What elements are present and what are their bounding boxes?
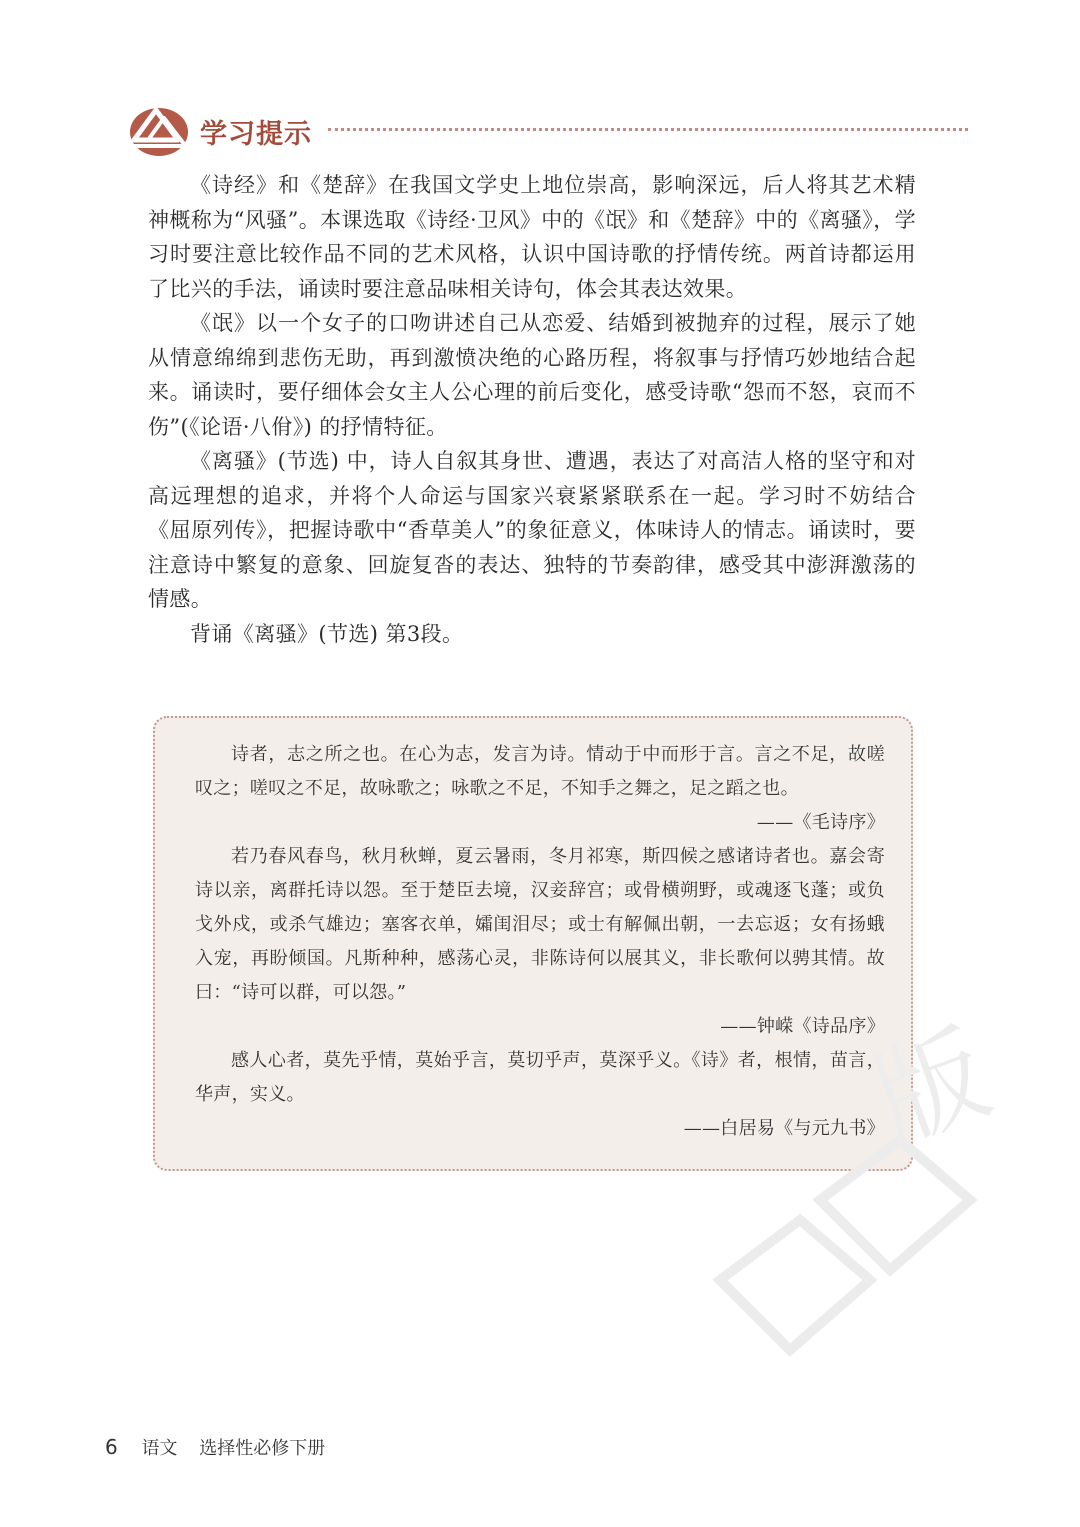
tips-paragraph: 《离骚》(节选) 中，诗人自叙其身世、遭遇，表达了对高洁人格的坚守和对高远理想的追求，并将个人命运与国家兴衰紧紧联系在一起。学习时不妨结合《屈原列传》，把握诗歌中“香草美人”的象征意义，体味诗人的情志。诵读时，要注意诗中繁复的意象、回旋复沓的表达、独特的节奏韵律，感受其中澎湃激荡的情感。	[148, 449, 916, 611]
dotted-divider	[328, 128, 968, 131]
quote-source: ——白居易《与元九书》	[683, 1118, 885, 1139]
tips-paragraph: 《诗经》和《楚辞》在我国文学史上地位崇高，影响深远，后人将其艺术精神概称为“风骚”。本课选取《诗经·卫风》中的《氓》和《楚辞》中的《离骚》，学习时要注意比较作品不同的艺术风格，认识中国诗歌的抒情传统。两首诗都运用了比兴的手法，诵读时要注意品味相关诗句，体会其表达效果。	[148, 173, 916, 301]
section-title: 学习提示	[200, 119, 312, 150]
book-name: 语文	[141, 1438, 178, 1459]
book-volume: 选择性必修下册	[199, 1438, 326, 1459]
quote-text: 感人心者，莫先乎情，莫始乎言，莫切乎声，莫深乎义。《诗》者，根情，苗言，华声，实义。	[195, 1050, 885, 1105]
quote-source: ——钟嵘《诗品序》	[720, 1016, 885, 1037]
page-number: 6	[105, 1435, 118, 1459]
quote-text: 诗者，志之所之也。在心为志，发言为诗。情动于中而形于言。言之不足，故嗟叹之；嗟叹之不足，故咏歌之；咏歌之不足，不知手之舞之，足之蹈之也。	[195, 744, 885, 799]
section-header	[128, 100, 968, 160]
quote-source: ——《毛诗序》	[756, 812, 885, 833]
watermark-char: 版	[857, 1020, 1005, 1167]
tips-paragraph: 背诵《离骚》(节选) 第3段。	[190, 621, 464, 646]
learning-tips	[148, 168, 916, 651]
tips-paragraph: 《氓》以一个女子的口吻讲述自己从恋爱、结婚到被抛弃的过程，展示了她从情意绵绵到悲伤无助，再到激愤决绝的心路历程，将叙事与抒情巧妙地结合起来。诵读时，要仔细体会女主人公心理的前后变化，感受诗歌“怨而不怒，哀而不伤”(《论语·八佾》) 的抒情特征。	[148, 311, 916, 439]
quote-text: 若乃春风春鸟，秋月秋蝉，夏云暑雨，冬月祁寒，斯四候之感诸诗者也。嘉会寄诗以亲，离群托诗以怨。至于楚臣去境，汉妾辞宫；或骨横朔野，或魂逐飞蓬；或负戈外戍，或杀气雄边；塞客衣单，孀闺泪尽；或士有解佩出朝，一去忘返；女有扬蛾入宠，再盼倾国。凡斯种种，感荡心灵，非陈诗何以展其义，非长歌何以骋其情。故曰：“诗可以群，可以怨。”	[195, 846, 885, 1003]
page-footer	[105, 1434, 325, 1460]
watermark	[660, 1020, 1020, 1400]
mountain-logo-icon	[128, 100, 190, 158]
